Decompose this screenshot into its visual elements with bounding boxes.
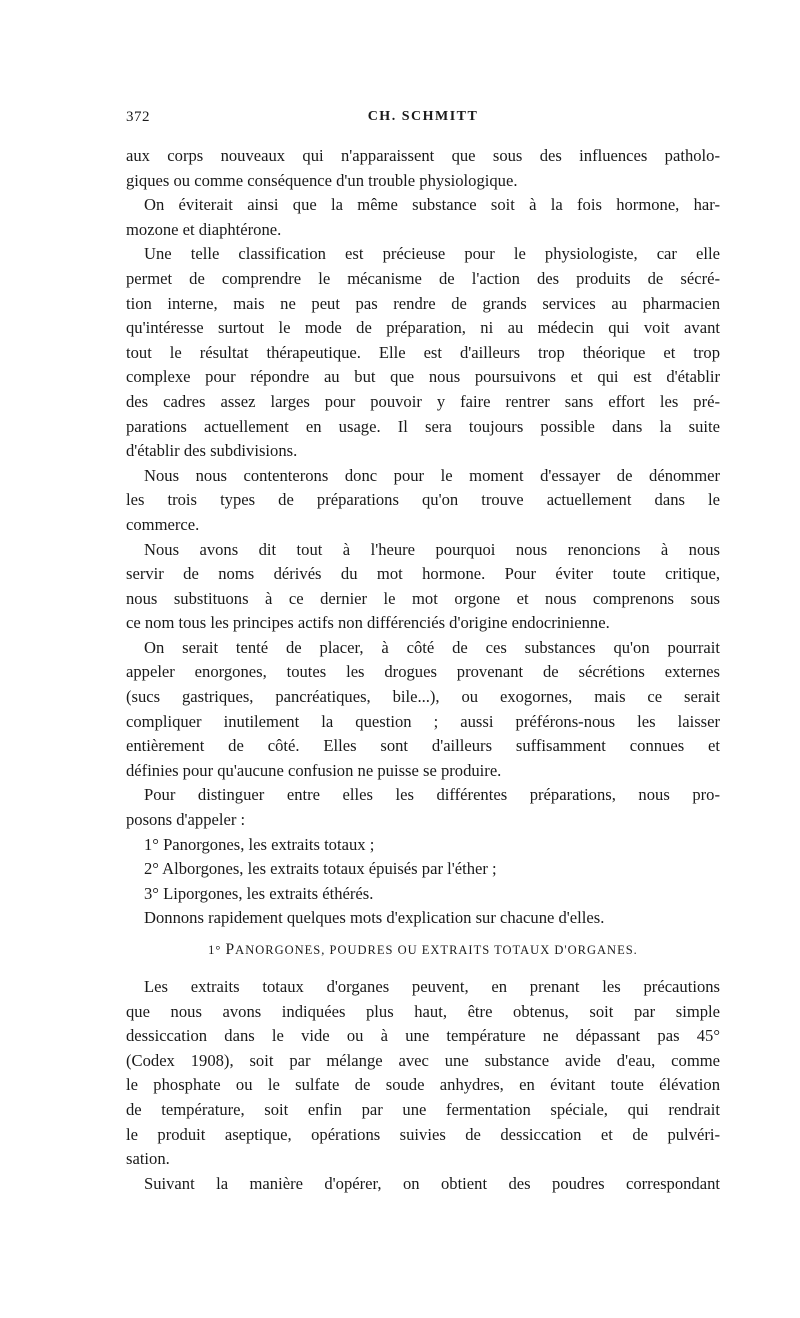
text-line: posons d'appeler : bbox=[126, 810, 246, 830]
body-text bbox=[126, 144, 720, 1196]
text-line: de température, soit enfin par une fermentation spéciale, qui rendrait bbox=[126, 1099, 720, 1119]
heading-initial: P bbox=[225, 941, 236, 958]
text-line: entièrement de côté. Elles sont d'ailleurs suffisamment connues et bbox=[126, 736, 720, 756]
text-line: dessiccation dans le vide ou à une température ne dépassant pas 45° bbox=[126, 1026, 720, 1046]
text-line: tout le résultat thérapeutique. Elle est d'ailleurs trop théorique et trop bbox=[126, 342, 720, 362]
text-line: (sucs gastriques, pancréatiques, bile...), ou exogornes, mais ce serait bbox=[126, 687, 720, 707]
text-line: des cadres assez larges pour pouvoir y faire rentrer sans effort les pré- bbox=[126, 391, 720, 411]
text-line: Suivant la manière d'opérer, on obtient des poudres correspondant bbox=[144, 1173, 720, 1193]
text-line: mozone et diaphtérone. bbox=[126, 219, 282, 239]
heading-text: ANORGONES, POUDRES OU EXTRAITS TOTAUX D'ORGANES. bbox=[235, 943, 638, 957]
list-item: 3° Liporgones, les extraits éthérés. bbox=[144, 883, 374, 903]
text-line: parations actuellement en usage. Il sera toujours possible dans la suite bbox=[126, 416, 720, 436]
list-item: 2° Alborgones, les extraits totaux épuisés par l'éther ; bbox=[144, 859, 497, 879]
text-line: Une telle classification est précieuse pour le physiologiste, car elle bbox=[144, 244, 720, 264]
running-head bbox=[126, 109, 720, 129]
text-line: (Codex 1908), soit par mélange avec une substance avide d'eau, comme bbox=[126, 1050, 720, 1070]
text-line: complexe pour répondre au but que nous poursuivons et qui est d'établir bbox=[126, 367, 720, 387]
text-line: compliquer inutilement la question ; aussi préférons-nous les laisser bbox=[126, 711, 720, 731]
page-number: 372 bbox=[126, 109, 150, 125]
text-line: Donnons rapidement quelques mots d'explication sur chacune d'elles. bbox=[144, 908, 605, 928]
text-line: tion interne, mais ne peut pas rendre de grands services au pharmacien bbox=[126, 293, 720, 313]
text-line: On éviterait ainsi que la même substance soit à la fois hormone, har- bbox=[144, 195, 720, 215]
text-line: les trois types de préparations qu'on trouve actuellement dans le bbox=[126, 490, 720, 510]
text-line: nous substituons à ce dernier le mot orgone et nous comprenons sous bbox=[126, 588, 720, 608]
text-line: que nous avons indiquées plus haut, être obtenus, soit par simple bbox=[126, 1001, 720, 1021]
text-line: giques ou comme conséquence d'un trouble physiologique. bbox=[126, 170, 518, 190]
text-line: Nous nous contenterons donc pour le moment d'essayer de dénommer bbox=[144, 465, 720, 485]
heading-number: 1° bbox=[208, 943, 222, 957]
text-line: Nous avons dit tout à l'heure pourquoi nous renoncions à nous bbox=[144, 539, 720, 559]
text-line: le produit aseptique, opérations suivies de dessiccation et de pulvéri- bbox=[126, 1124, 720, 1144]
text-line: qu'intéresse surtout le mode de préparation, ni au médecin qui voit avant bbox=[126, 318, 720, 338]
running-title: CH. SCHMITT bbox=[367, 109, 479, 124]
text-line: commerce. bbox=[126, 514, 200, 534]
text-line: permet de comprendre le mécanisme de l'action des produits de sécré- bbox=[126, 268, 720, 288]
text-line: d'établir des subdivisions. bbox=[126, 441, 298, 461]
list-item: 1° Panorgones, les extraits totaux ; bbox=[144, 834, 375, 854]
section-heading bbox=[126, 939, 720, 961]
text-line: On serait tenté de placer, à côté de ces substances qu'on pourrait bbox=[144, 637, 720, 657]
text-line: servir de noms dérivés du mot hormone. Pour éviter toute critique, bbox=[126, 564, 720, 584]
text-line: aux corps nouveaux qui n'apparaissent que sous des influences patholo- bbox=[126, 146, 720, 165]
text-line: définies pour qu'aucune confusion ne puisse se produire. bbox=[126, 760, 502, 780]
text-line: ce nom tous les principes actifs non différenciés d'origine endocrinienne. bbox=[126, 613, 610, 633]
text-line: appeler enorgones, toutes les drogues provenant de sécrétions externes bbox=[126, 662, 720, 682]
text-line: Pour distinguer entre elles les différentes préparations, nous pro- bbox=[144, 785, 720, 805]
text-line: Les extraits totaux d'organes peuvent, en prenant les précautions bbox=[144, 977, 720, 996]
text-line: le phosphate ou le sulfate de soude anhydres, en évitant toute élévation bbox=[126, 1075, 720, 1095]
text-line: sation. bbox=[126, 1149, 170, 1169]
